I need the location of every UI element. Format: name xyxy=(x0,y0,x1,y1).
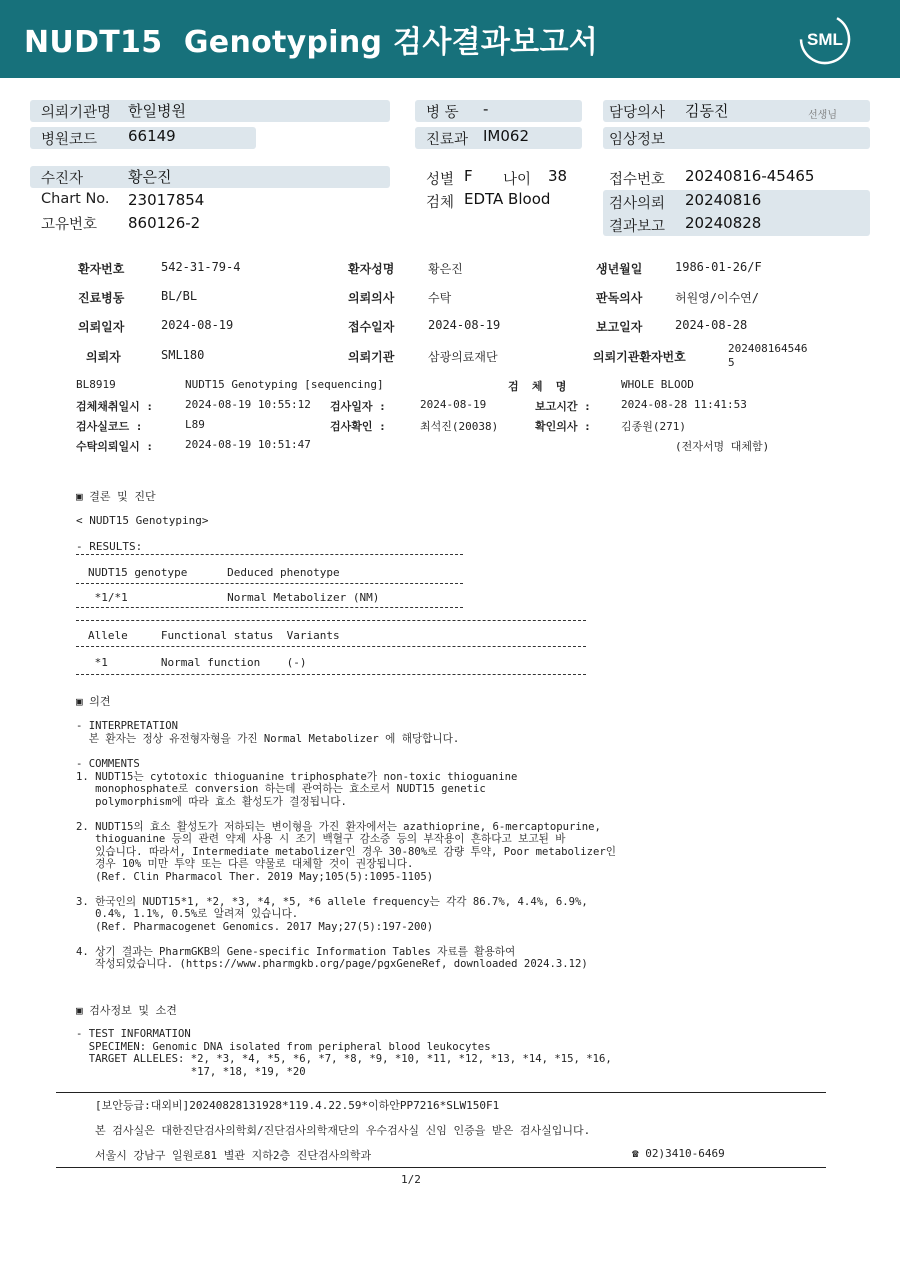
address-line: 서울시 강남구 일원로81 별관 지하2층 진단검사의학과 xyxy=(95,1149,372,1162)
exam-date-value: 2024-08-19 xyxy=(420,398,487,411)
request-label: 검사의뢰 xyxy=(609,196,666,212)
report-title: NUDT15 Genotyping 검사결과보고서 xyxy=(24,25,598,60)
consign-value: 2024-08-19 10:51:47 xyxy=(185,438,311,451)
confirm-doc-value: 김종원(271) xyxy=(621,420,686,433)
recv-date-label: 접수일자 xyxy=(348,320,395,334)
org-pid-value-2: 5 xyxy=(728,356,735,369)
dob-label: 생년월일 xyxy=(596,262,643,276)
org-pid-value-1: 202408164546 xyxy=(728,342,808,355)
doctor-suffix: 선생님 xyxy=(808,110,837,121)
collect-value: 2024-08-19 10:55:12 xyxy=(185,398,311,411)
header-banner xyxy=(0,0,900,78)
consign-label: 수탁의뢰일시 : xyxy=(76,440,154,453)
test-info-block: - TEST INFORMATION SPECIMEN: Genomic DNA isolated from peripheral blood leukocytes TARGET ALLELES: *2, *3, *4, *5, *6, *7, *8, *9, *10, *11, *12, *13, *14, *15, *16, *17, *18, *19, *20 xyxy=(76,1028,612,1078)
chart-label: Chart No. xyxy=(41,191,110,207)
table2-header: Allele Functional status Variants xyxy=(88,629,340,642)
table2-row: *1 Normal function (-) xyxy=(88,656,307,669)
room-value: L89 xyxy=(185,418,205,431)
cert-line: 본 검사실은 대한진단검사의학회/진단검사의학재단의 우수검사실 신임 인증을 받은 검사실입니다. xyxy=(95,1124,591,1137)
opinion-heading: ▣ 의견 xyxy=(76,695,111,708)
receipt-label: 접수번호 xyxy=(609,172,666,188)
ward-value: - xyxy=(483,100,489,118)
clinical-label: 임상정보 xyxy=(609,132,666,148)
room-label: 검사실코드 : xyxy=(76,420,143,433)
receipt-value: 20240816-45465 xyxy=(685,167,815,185)
client-org-label: 의뢰기관명 xyxy=(41,105,112,121)
org-pid-label: 의뢰기관환자번호 xyxy=(593,350,686,364)
collect-label: 검체채취일시 : xyxy=(76,400,154,413)
interpretation-block: - INTERPRETATION 본 환자는 정상 유전형자형을 가진 Normal Metabolizer 에 해당합니다. xyxy=(76,720,460,745)
reader-value: 허원영/이수연/ xyxy=(675,291,760,305)
logo-text: SML xyxy=(807,30,843,49)
chart-value: 23017854 xyxy=(128,191,205,209)
unique-label: 고유번호 xyxy=(41,217,98,233)
confirm-label: 검사확인 : xyxy=(330,420,386,433)
request-value: 20240816 xyxy=(685,191,762,209)
results-label: - RESULTS: xyxy=(76,540,143,553)
hospital-code-label: 병원코드 xyxy=(41,132,98,148)
recv-date-value: 2024-08-19 xyxy=(428,318,501,332)
hospital-code-value: 66149 xyxy=(128,127,176,145)
req-doc-label: 의뢰의사 xyxy=(348,291,395,305)
table1-row: *1/*1 Normal Metabolizer (NM) xyxy=(88,591,380,604)
req-date-value: 2024-08-19 xyxy=(161,318,234,332)
specimen-name-value: WHOLE BLOOD xyxy=(621,378,694,391)
req-doc-value: 수탁 xyxy=(428,291,452,305)
test-name: NUDT15 Genotyping [sequencing] xyxy=(185,378,384,391)
esign-note: (전자서명 대체함) xyxy=(675,440,770,453)
table2-rule-mid xyxy=(76,646,586,647)
test-title: < NUDT15 Genotyping> xyxy=(76,514,209,527)
specimen-name-label: 검 체 명 xyxy=(508,380,567,393)
pward-label: 진료병동 xyxy=(78,291,125,305)
dept-label: 진료과 xyxy=(426,132,469,148)
patient-bar xyxy=(30,166,390,188)
confirm-doc-label: 확인의사 : xyxy=(535,420,591,433)
name-value: 황은진 xyxy=(428,262,463,276)
page-number: 1/2 xyxy=(401,1173,421,1186)
unique-value: 860126-2 xyxy=(128,214,201,232)
req-date-label: 의뢰일자 xyxy=(78,320,125,334)
sml-logo xyxy=(798,12,852,66)
report-value: 20240828 xyxy=(685,214,762,232)
age-label: 나이 xyxy=(503,172,532,188)
specimen-label: 검체 xyxy=(426,195,455,211)
ward-label: 병 동 xyxy=(426,105,459,121)
table2-rule-bottom xyxy=(76,674,586,675)
dob-value: 1986-01-26/F xyxy=(675,260,762,274)
footer-rule-top xyxy=(56,1092,826,1093)
sex-label: 성별 xyxy=(426,172,455,188)
pward-value: BL/BL xyxy=(161,289,198,303)
dept-value: IM062 xyxy=(483,127,529,145)
client-org-value: 한일병원 xyxy=(128,102,186,120)
table1-rule-top xyxy=(76,554,463,555)
reader-label: 판독의사 xyxy=(596,291,643,305)
age-value: 38 xyxy=(548,167,568,185)
specimen-value: EDTA Blood xyxy=(464,190,551,208)
sex-value: F xyxy=(464,167,473,185)
rep-date-label: 보고일자 xyxy=(596,320,643,334)
footer-rule-bottom xyxy=(56,1167,826,1168)
req-org-value: 삼광의료재단 xyxy=(428,350,498,364)
report-label: 결과보고 xyxy=(609,219,666,235)
conclusion-heading: ▣ 결론 및 진단 xyxy=(76,490,156,503)
pid-value: 542-31-79-4 xyxy=(161,260,241,274)
phone-line: ☎ 02)3410-6469 xyxy=(632,1147,725,1160)
patient-value: 황은진 xyxy=(128,168,172,186)
table1-header: NUDT15 genotype Deduced phenotype xyxy=(88,566,340,579)
table1-rule-bottom xyxy=(76,607,463,608)
report-time-value: 2024-08-28 11:41:53 xyxy=(621,398,747,411)
pid-label: 환자번호 xyxy=(78,262,125,276)
doctor-value: 김동진 xyxy=(685,102,729,120)
rep-date-value: 2024-08-28 xyxy=(675,318,748,332)
table2-rule-top xyxy=(76,620,586,621)
security-line: [보안등급:대외비]20240828131928*119.4.22.59*이하안PP7216*SLW150F1 xyxy=(95,1099,500,1112)
comments-block: - COMMENTS 1. NUDT15는 cytotoxic thioguanine triphosphate가 non-toxic thioguanine monophosphate로 conversion 하는데 관여하는 효소로서 NUDT15 genetic polymorphism에 따라 효소 활성도가 결정됩니다. 2. NUDT15의 효소 활성도가 저하되는 변이형을 가진 환자에서는 azathioprine, 6-mercaptopurine, thioguanine 등의 관련 약제 사용 시 조기 백혈구 감소증 등의 부작용이 흔하다고 보고된 바 있습니다. 따라서, Intermediate metabolizer인 경우 30-80%로 감량 투약, Poor metabolizer인 경우 10% 미만 투약 또는 다른 약물로 대체할 것이 권장됩니다. (Ref. Clin Pharmacol Ther. 2019 May;105(5):1095-1105) 3. 한국인의 NUDT15*1, *2, *3, *4, *5, *6 allele frequency는 각각 86.7%, 4.4%, 6.9%, 0.4%, 1.1%, 0.5%로 알려져 있습니다. (Ref. Pharmacogenet Genomics. 2017 May;27(5):197-200) 4. 상기 결과는 PharmGKB의 Gene-specific Information Tables 자료를 활용하여 작성되었습니다. (https://www.pharmgkb.org/page/pgxGeneRef, downloaded 2024.3.12) xyxy=(76,758,617,970)
doctor-label: 담당의사 xyxy=(609,105,666,121)
table1-rule-mid xyxy=(76,583,463,584)
test-code: BL8919 xyxy=(76,378,116,391)
report-time-label: 보고시간 : xyxy=(535,400,591,413)
req-org-label: 의뢰기관 xyxy=(348,350,395,364)
confirm-value: 최석진(20038) xyxy=(420,420,499,433)
requester-label: 의뢰자 xyxy=(86,350,121,364)
requester-value: SML180 xyxy=(161,348,205,362)
exam-date-label: 검사일자 : xyxy=(330,400,386,413)
patient-label: 수진자 xyxy=(41,171,84,187)
info-heading: ▣ 검사정보 및 소견 xyxy=(76,1004,177,1017)
name-label: 환자성명 xyxy=(348,262,395,276)
